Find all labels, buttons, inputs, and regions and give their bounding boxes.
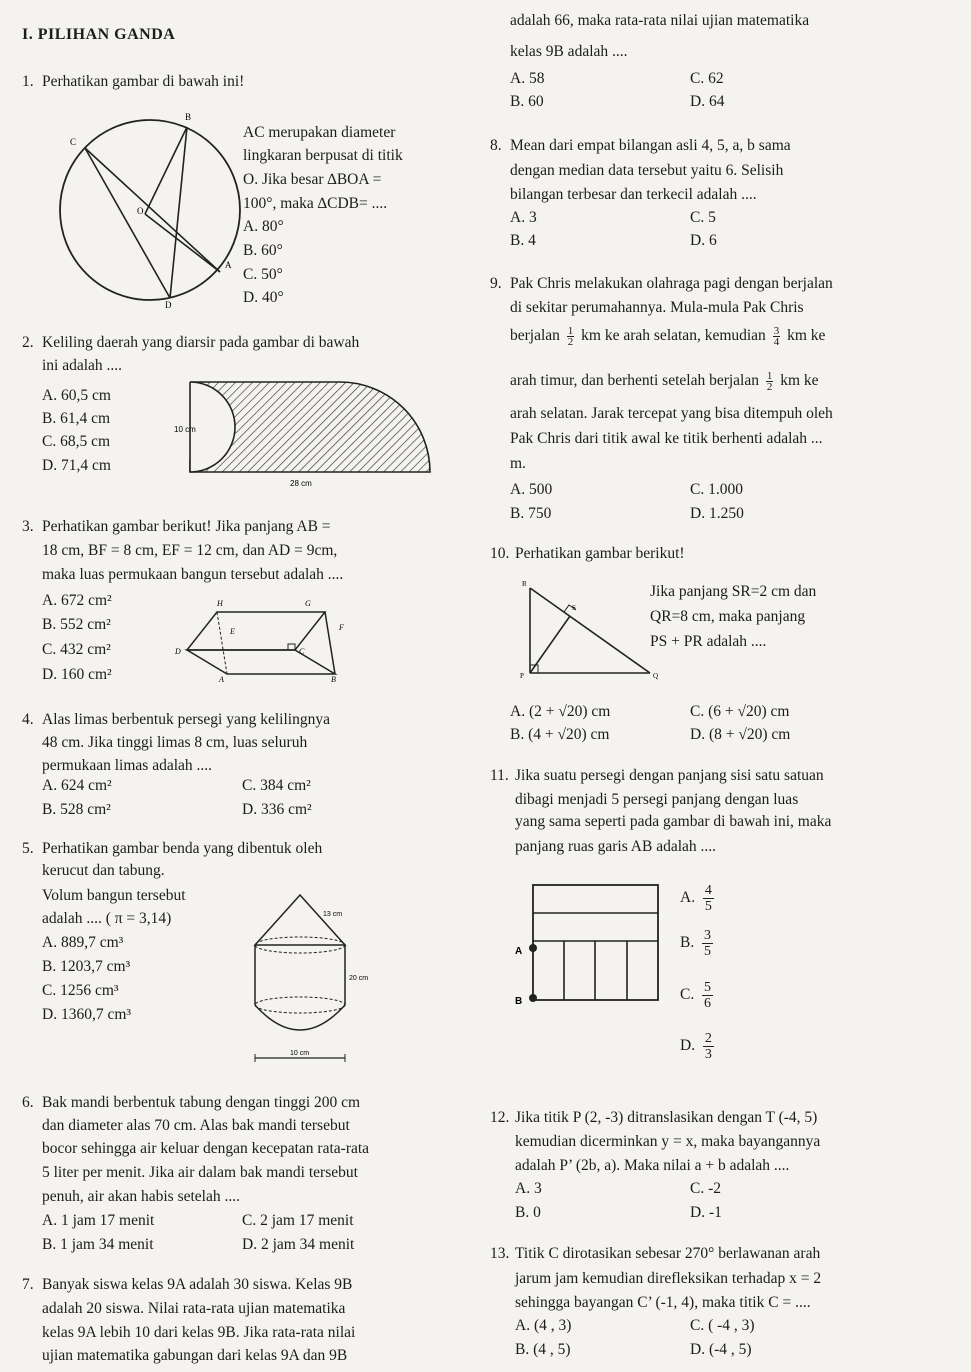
q11-option-c[interactable]: C. $\frac{5}{6}$ (680, 980, 711, 1011)
q3-prism-figure (175, 590, 355, 684)
q1-desc-3: O. Jika besar ∆BOA = (243, 171, 382, 188)
q3-option-b[interactable]: B. 552 cm² (42, 616, 111, 633)
q9-option-c[interactable]: C. 1.000 (690, 481, 743, 498)
q5-line-3: Volum bangun tersebut (42, 887, 186, 904)
q1-desc-2: lingkaran berpusat di titik (243, 147, 403, 164)
q1-option-d[interactable]: D. 40° (243, 289, 284, 306)
q11-option-a[interactable]: A. $\frac{4}{5}$ (680, 883, 712, 914)
q11-label-b: B (515, 996, 523, 1007)
q11-label-a: A (515, 946, 523, 957)
q5-cone-tube-figure (245, 890, 375, 1070)
q12-number: 12. (490, 1109, 510, 1126)
q11-number: 11. (490, 767, 509, 784)
q11-line-1: Jika suatu persegi dengan panjang sisi satu satuan (515, 767, 824, 784)
q10-triangle-figure (510, 578, 660, 688)
q13-line-1: Titik C dirotasikan sebesar 270° berlawanan arah (515, 1245, 821, 1262)
q4-option-b[interactable]: B. 528 cm² (42, 801, 111, 818)
q1-stem: Perhatikan gambar di bawah ini! (42, 73, 245, 90)
q1-desc-4: 100°, maka ∆CDB= .... (243, 195, 388, 212)
q13-option-d[interactable]: D. (-4 , 5) (690, 1341, 752, 1358)
q9-fraction-2: $\frac{3}{4}$ (773, 325, 780, 348)
q2-height-label: 10 cm (174, 425, 196, 434)
q11-line-4: panjang ruas garis AB adalah .... (515, 838, 717, 855)
q8-option-d[interactable]: D. 6 (690, 232, 717, 249)
q11-square-figure (505, 880, 675, 1005)
q5-option-d[interactable]: D. 1360,7 cm³ (42, 1006, 132, 1023)
q10-desc-3: PS + PR adalah .... (650, 633, 767, 650)
q10-option-b[interactable]: B. (4 + √20) cm (510, 726, 610, 743)
q9-line-1: Pak Chris melakukan olahraga pagi dengan berjalan (510, 275, 833, 292)
q9-line-7: m. (510, 455, 526, 472)
q4-line-1: Alas limas berbentuk persegi yang kelilingnya (42, 711, 330, 728)
q8-option-a[interactable]: A. 3 (510, 209, 537, 226)
q2-option-d[interactable]: D. 71,4 cm (42, 457, 111, 474)
q3-option-d[interactable]: D. 160 cm² (42, 666, 112, 683)
q12-line-1: Jika titik P (2, -3) ditranslasikan dengan T (-4, 5) (515, 1109, 818, 1126)
q4-option-d[interactable]: D. 336 cm² (242, 801, 312, 818)
q8-line-2: dengan median data tersebut yaitu 6. Selisih (510, 162, 784, 179)
q10-label-r: R (522, 580, 527, 588)
q7-option-d[interactable]: D. 64 (690, 93, 725, 110)
q3-label-b: B (331, 675, 336, 684)
q1-label-o: O (137, 206, 144, 216)
q6-option-b[interactable]: B. 1 jam 34 menit (42, 1236, 154, 1253)
q6-line-1: Bak mandi berbentuk tabung dengan tinggi 200 cm (42, 1094, 361, 1111)
q10-label-p: P (520, 672, 524, 680)
q2-option-c[interactable]: C. 68,5 cm (42, 433, 111, 450)
q6-option-a[interactable]: A. 1 jam 17 menit (42, 1212, 155, 1229)
q9-option-a[interactable]: A. 500 (510, 481, 553, 498)
section-title: I. PILIHAN GANDA (22, 26, 176, 43)
q3-line-2: 18 cm, BF = 8 cm, EF = 12 cm, dan AD = 9cm, (42, 542, 338, 559)
q8-line-1: Mean dari empat bilangan asli 4, 5, a, b sama (510, 137, 791, 154)
q10-number: 10. (490, 545, 510, 562)
q7-line-5: adalah 66, maka rata-rata nilai ujian matematika (510, 12, 810, 29)
q13-option-c[interactable]: C. ( -4 , 3) (690, 1317, 755, 1334)
q10-stem: Perhatikan gambar berikut! (515, 545, 685, 562)
q3-label-g: G (305, 599, 311, 608)
q3-line-1: Perhatikan gambar berikut! Jika panjang AB = (42, 518, 331, 535)
q9-line-3: berjalan $\frac{1}{2}$ km ke arah selatan, kemudian $\frac{3}{4}$ km ke (510, 325, 826, 348)
q13-option-a[interactable]: A. (4 , 3) (515, 1317, 572, 1334)
q1-label-a: A (225, 260, 232, 270)
q2-shaded-figure (174, 378, 440, 488)
q1-option-c[interactable]: C. 50° (243, 266, 283, 283)
q5-line-1: Perhatikan gambar benda yang dibentuk oleh (42, 840, 323, 857)
q11-option-b[interactable]: B. $\frac{3}{5}$ (680, 928, 711, 959)
q9-number: 9. (490, 275, 502, 292)
q11-line-3: yang sama seperti pada gambar di bawah ini, maka (515, 813, 832, 830)
q7-option-c[interactable]: C. 62 (690, 70, 724, 87)
q1-desc-1: AC merupakan diameter (243, 124, 396, 141)
q6-number: 6. (22, 1094, 34, 1111)
left-column (0, 0, 485, 1372)
q5-diameter-label: 10 cm (290, 1050, 310, 1057)
q10-desc-2: QR=8 cm, maka panjang (650, 608, 806, 625)
q1-number: 1. (22, 73, 34, 90)
q2-option-a[interactable]: A. 60,5 cm (42, 387, 111, 404)
q4-option-a[interactable]: A. 624 cm² (42, 777, 112, 794)
q3-label-e: E (230, 627, 235, 636)
q8-option-c[interactable]: C. 5 (690, 209, 716, 226)
q9-option-d[interactable]: D. 1.250 (690, 505, 744, 522)
q7-line-6: kelas 9B adalah .... (510, 43, 628, 60)
q2-stem: Keliling daerah yang diarsir pada gambar di bawah (42, 334, 360, 351)
q6-line-4: 5 liter per menit. Jika air dalam bak mandi tersebut (42, 1164, 358, 1181)
q7-line-4: ujian matematika gabungan dari kelas 9A dan 9B (42, 1347, 348, 1364)
q3-label-c: C (299, 647, 305, 656)
q7-option-b[interactable]: B. 60 (510, 93, 544, 110)
q6-line-3: bocor sehingga air keluar dengan kecepatan rata-rata (42, 1140, 370, 1157)
q3-label-f: F (339, 623, 344, 632)
q7-number: 7. (22, 1276, 34, 1293)
q3-label-h: H (217, 599, 223, 608)
q5-option-b[interactable]: B. 1203,7 cm³ (42, 958, 131, 975)
q10-label-q: Q (653, 672, 659, 680)
right-column (485, 0, 971, 1372)
q10-label-s: S (572, 604, 576, 612)
q4-number: 4. (22, 711, 34, 728)
q12-option-a[interactable]: A. 3 (515, 1180, 542, 1197)
q5-tube-label: 20 cm (349, 975, 369, 982)
q4-option-c[interactable]: C. 384 cm² (242, 777, 311, 794)
q1-label-d: D (165, 300, 172, 310)
q12-option-c[interactable]: C. -2 (690, 1180, 721, 1197)
q1-label-b: B (185, 112, 192, 122)
q9-fraction-3: $\frac{1}{2}$ (766, 370, 773, 393)
q5-cone-label: 13 cm (323, 911, 343, 918)
q2-width-label: 28 cm (290, 479, 312, 488)
q6-option-d[interactable]: D. 2 jam 34 menit (242, 1236, 355, 1253)
q2-number: 2. (22, 334, 34, 351)
q5-number: 5. (22, 840, 34, 857)
q2-stem-2: ini adalah .... (42, 357, 123, 374)
q3-option-c[interactable]: C. 432 cm² (42, 641, 111, 658)
q9-line-2: di sekitar perumahannya. Mula-mula Pak Chris (510, 299, 804, 316)
q10-option-c[interactable]: C. (6 + √20) cm (690, 703, 790, 720)
q3-label-a: A (219, 675, 224, 684)
q4-line-2: 48 cm. Jika tinggi limas 8 cm, luas seluruh (42, 734, 308, 751)
q7-line-3: kelas 9A lebih 10 dari kelas 9B. Jika rata-rata nilai (42, 1324, 356, 1341)
q7-option-a[interactable]: A. 58 (510, 70, 545, 87)
q12-line-3: adalah P’ (2b, a). Maka nilai a + b adalah .... (515, 1157, 790, 1174)
q7-line-2: adalah 20 siswa. Nilai rata-rata ujian matematika (42, 1300, 346, 1317)
q11-line-2: dibagi menjadi 5 persegi panjang dengan luas (515, 791, 799, 808)
q1-option-b[interactable]: B. 60° (243, 242, 283, 259)
q3-option-a[interactable]: A. 672 cm² (42, 592, 112, 609)
q6-line-2: dan diameter alas 70 cm. Alas bak mandi tersebut (42, 1117, 350, 1134)
q9-fraction-1: $\frac{1}{2}$ (567, 325, 574, 348)
q13-option-b[interactable]: B. (4 , 5) (515, 1341, 571, 1358)
q9-option-b[interactable]: B. 750 (510, 505, 552, 522)
q12-option-b[interactable]: B. 0 (515, 1204, 541, 1221)
q9-line-4: arah timur, dan berhenti setelah berjalan $\frac{1}{2}$ km ke (510, 370, 819, 393)
q5-line-2: kerucut dan tabung. (42, 862, 165, 879)
q6-line-5: penuh, air akan habis setelah .... (42, 1188, 240, 1205)
q8-number: 8. (490, 137, 502, 154)
q1-label-c: C (70, 137, 77, 147)
q12-line-2: kemudian dicerminkan y = x, maka bayangannya (515, 1133, 821, 1150)
q2-option-b[interactable]: B. 61,4 cm (42, 410, 111, 427)
q5-option-c[interactable]: C. 1256 cm³ (42, 982, 119, 999)
q13-number: 13. (490, 1245, 510, 1262)
q8-line-3: bilangan terbesar dan terkecil adalah .... (510, 186, 757, 203)
q8-option-b[interactable]: B. 4 (510, 232, 536, 249)
q10-option-d[interactable]: D. (8 + √20) cm (690, 726, 791, 743)
q9-line-6: Pak Chris dari titik awal ke titik berhenti adalah ... (510, 430, 823, 447)
q4-line-3: permukaan limas adalah .... (42, 757, 213, 774)
q10-option-a[interactable]: A. (2 + √20) cm (510, 703, 611, 720)
q1-circle-figure (55, 110, 245, 310)
q3-label-d: D (175, 647, 181, 656)
q5-option-a[interactable]: A. 889,7 cm³ (42, 934, 124, 951)
q11-option-d[interactable]: D. $\frac{2}{3}$ (680, 1031, 712, 1062)
q12-option-d[interactable]: D. -1 (690, 1204, 722, 1221)
q13-line-2: jarum jam kemudian direfleksikan terhadap x = 2 (515, 1270, 822, 1287)
q3-line-3: maka luas permukaan bangun tersebut adalah .... (42, 566, 344, 583)
q10-desc-1: Jika panjang SR=2 cm dan (650, 583, 817, 600)
q13-line-3: sehingga bayangan C’ (-1, 4), maka titik C = .... (515, 1294, 811, 1311)
q5-line-4: adalah .... ( π = 3,14) (42, 910, 172, 927)
q9-line-5: arah selatan. Jarak tercepat yang bisa ditempuh oleh (510, 405, 833, 422)
q3-number: 3. (22, 518, 34, 535)
q1-option-a[interactable]: A. 80° (243, 218, 284, 235)
q7-line-1: Banyak siswa kelas 9A adalah 30 siswa. Kelas 9B (42, 1276, 353, 1293)
q6-option-c[interactable]: C. 2 jam 17 menit (242, 1212, 354, 1229)
